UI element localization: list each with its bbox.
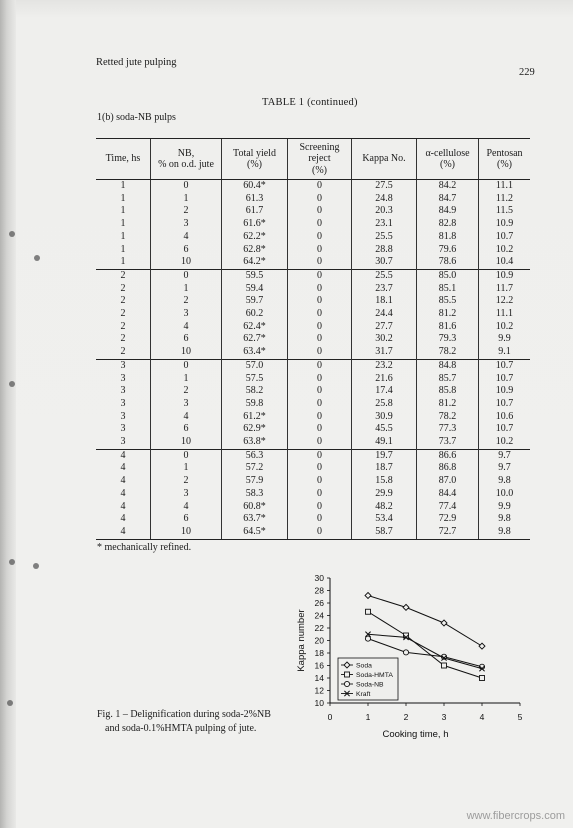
data-point-soda-hmta xyxy=(366,609,371,614)
header-line: (%) xyxy=(312,164,327,176)
table-cell-time: 1 xyxy=(120,218,126,230)
header-line: Total yield xyxy=(233,147,276,159)
table-cell-kappa: 30.9 xyxy=(352,411,417,424)
punch-hole xyxy=(34,255,40,261)
table-row xyxy=(96,411,530,424)
table-cell-screening-reject: 0 xyxy=(288,398,352,411)
table-cell-nb: 10 xyxy=(151,436,222,449)
table-cell-nb: 1 xyxy=(151,193,222,206)
header-line: Kappa No. xyxy=(362,153,406,165)
table-cell-screening-reject: 0 xyxy=(288,244,352,257)
table-row xyxy=(96,475,530,488)
table-row xyxy=(96,373,530,386)
table-cell-kappa: 15.8 xyxy=(352,475,417,488)
table-cell-alpha-cellulose: 72.7 xyxy=(417,526,479,539)
table-cell-time: 2 xyxy=(120,346,126,358)
table-cell-pentosan: 9.8 xyxy=(479,513,531,526)
table-cell-kappa: 23.1 xyxy=(352,218,417,231)
table-cell-alpha-cellulose: 85.5 xyxy=(417,295,479,308)
legend-label: Soda xyxy=(356,662,372,670)
table-cell-nb: 3 xyxy=(151,218,222,231)
data-point-soda-hmta xyxy=(480,676,485,681)
table-cell-kappa: 18.7 xyxy=(352,462,417,475)
table-cell-kappa: 18.1 xyxy=(352,295,417,308)
header-line: NB, xyxy=(177,147,195,159)
table-cell-pentosan: 10.7 xyxy=(479,373,531,386)
table-cell-total-yield: 63.7* xyxy=(222,513,288,526)
table-cell-alpha-cellulose: 84.2 xyxy=(417,180,479,193)
table-subtitle: 1(b) soda-NB pulps xyxy=(97,112,176,123)
table-cell-screening-reject: 0 xyxy=(288,193,352,206)
table-cell-alpha-cellulose: 85.0 xyxy=(417,269,479,282)
table-cell-nb: 10 xyxy=(151,346,222,359)
table-cell-pentosan: 11.5 xyxy=(479,205,531,218)
table-head xyxy=(96,139,530,180)
table-body xyxy=(96,180,530,540)
table-cell-kappa: 58.7 xyxy=(352,526,417,539)
table-cell-total-yield: 63.8* xyxy=(222,436,288,449)
table-cell-nb: 6 xyxy=(151,513,222,526)
table-cell-time: 3 xyxy=(120,372,126,384)
table-cell-alpha-cellulose: 78.6 xyxy=(417,256,479,269)
table-cell-screening-reject: 0 xyxy=(288,411,352,424)
table-cell-pentosan: 12.2 xyxy=(479,295,531,308)
table-cell-screening-reject: 0 xyxy=(288,218,352,231)
table-cell-screening-reject: 0 xyxy=(288,526,352,539)
x-tick-label: 1 xyxy=(365,712,371,722)
table-cell-time: 3 xyxy=(120,436,126,448)
column-header-screening-reject xyxy=(288,139,352,180)
table-cell-pentosan: 10.9 xyxy=(479,385,531,398)
y-tick-label: 28 xyxy=(314,585,324,596)
table-cell-kappa: 27.5 xyxy=(352,180,417,193)
table-cell-pentosan: 11.7 xyxy=(479,283,531,296)
table-cell-time: 3 xyxy=(120,410,126,422)
table-cell-kappa: 45.5 xyxy=(352,423,417,436)
column-header-nb xyxy=(151,139,222,180)
table-cell-time: 4 xyxy=(96,526,151,539)
table-cell-pentosan: 10.7 xyxy=(479,398,531,411)
y-tick-label: 20 xyxy=(314,635,324,646)
table-cell-kappa: 17.4 xyxy=(352,385,417,398)
x-tick-label: 2 xyxy=(403,712,409,722)
table-cell-pentosan: 10.7 xyxy=(479,231,531,244)
header-line: α-cellulose xyxy=(425,147,470,159)
table-cell-screening-reject: 0 xyxy=(288,269,352,282)
table-cell-screening-reject: 0 xyxy=(288,321,352,334)
table-header-row xyxy=(96,139,530,180)
table-cell-total-yield: 62.7* xyxy=(222,333,288,346)
table-cell-time: 3 xyxy=(120,423,126,435)
x-tick-label: 4 xyxy=(479,712,485,722)
table-cell-kappa: 48.2 xyxy=(352,501,417,514)
table-cell-time: 1 xyxy=(120,256,126,268)
header-line: (%) xyxy=(440,159,455,170)
table-row xyxy=(96,333,530,346)
table-cell-total-yield: 62.8* xyxy=(222,244,288,257)
table-cell-nb: 1 xyxy=(151,283,222,296)
legend-marker xyxy=(344,681,349,686)
table-cell-pentosan: 10.7 xyxy=(479,359,531,372)
data-point-soda-nb xyxy=(403,650,408,655)
running-title: Retted jute pulping xyxy=(96,57,177,68)
table-cell-time: 3 xyxy=(120,385,126,397)
table-cell-time: 1 xyxy=(120,205,126,217)
table-cell-nb: 0 xyxy=(151,449,222,462)
data-point-soda xyxy=(479,643,485,649)
table-row xyxy=(96,423,530,436)
table-cell-kappa: 27.7 xyxy=(352,321,417,334)
table-cell-kappa: 28.8 xyxy=(352,244,417,257)
table-cell-nb: 10 xyxy=(151,256,222,269)
table-cell-alpha-cellulose: 84.7 xyxy=(417,193,479,206)
table-cell-kappa: 23.2 xyxy=(352,359,417,372)
y-tick-label: 26 xyxy=(314,598,324,608)
table-cell-screening-reject: 0 xyxy=(288,359,352,372)
data-point-soda xyxy=(441,620,447,626)
table-cell-alpha-cellulose: 82.8 xyxy=(417,218,479,231)
table-cell-time: 4 xyxy=(120,500,126,512)
figure-caption-line: Fig. 1 – Delignification during soda-2%NB xyxy=(97,709,271,720)
table-cell-kappa: 25.5 xyxy=(352,231,417,244)
table-row xyxy=(96,436,530,449)
watermark: www.fibercrops.com xyxy=(466,810,565,822)
table-cell-time: 4 xyxy=(120,487,126,499)
table-row xyxy=(96,283,530,296)
table-cell-nb: 2 xyxy=(151,385,222,398)
punch-hole xyxy=(7,700,13,706)
kappa-number-chart xyxy=(290,570,540,745)
table-row xyxy=(96,244,530,257)
table-cell-time: 3 xyxy=(96,359,151,372)
header-line: % on o.d. jute xyxy=(158,159,214,170)
punch-hole xyxy=(9,231,15,237)
table-row xyxy=(96,231,530,244)
table-cell-screening-reject: 0 xyxy=(288,423,352,436)
table-cell-alpha-cellulose: 81.2 xyxy=(417,398,479,411)
table-cell-total-yield: 59.4 xyxy=(222,283,288,296)
y-axis-title: Kappa number xyxy=(296,609,307,672)
data-point-soda xyxy=(403,604,409,610)
table-row xyxy=(96,359,530,372)
y-tick-label: 30 xyxy=(314,573,324,583)
table-cell-total-yield: 59.5 xyxy=(222,269,288,282)
table-row xyxy=(96,180,530,193)
table-cell-pentosan: 10.4 xyxy=(479,256,531,269)
table-cell-alpha-cellulose: 86.8 xyxy=(417,462,479,475)
table-cell-nb: 4 xyxy=(151,411,222,424)
table-row xyxy=(96,269,530,282)
table-cell-screening-reject: 0 xyxy=(288,256,352,269)
table-cell-kappa: 49.1 xyxy=(352,436,417,449)
table-cell-time: 4 xyxy=(120,513,126,525)
table-cell-screening-reject: 0 xyxy=(288,308,352,321)
punch-hole xyxy=(33,563,39,569)
table-cell-total-yield: 61.6* xyxy=(222,218,288,231)
table-cell-total-yield: 61.2* xyxy=(222,411,288,424)
series-line-soda xyxy=(368,596,482,647)
punch-hole xyxy=(9,559,15,565)
table-cell-nb: 2 xyxy=(151,205,222,218)
table-cell-alpha-cellulose: 85.8 xyxy=(417,385,479,398)
table-cell-time: 2 xyxy=(120,308,126,320)
table-cell-nb: 0 xyxy=(151,359,222,372)
table-cell-alpha-cellulose: 84.8 xyxy=(417,359,479,372)
table-cell-alpha-cellulose: 72.9 xyxy=(417,513,479,526)
table-cell-nb: 3 xyxy=(151,488,222,501)
table-cell-total-yield: 60.2 xyxy=(222,308,288,321)
y-tick-label: 24 xyxy=(314,610,324,621)
y-tick-label: 22 xyxy=(314,623,324,633)
table-cell-nb: 2 xyxy=(151,295,222,308)
table-cell-total-yield: 62.4* xyxy=(222,321,288,334)
table-cell-pentosan: 9.8 xyxy=(479,475,531,488)
table-footnote: * mechanically refined. xyxy=(97,542,192,553)
header-line: (%) xyxy=(497,159,512,170)
header-line: Screening xyxy=(299,141,340,153)
y-tick-label: 18 xyxy=(314,648,324,658)
column-header-kappa xyxy=(352,139,417,180)
table-row xyxy=(96,526,530,539)
table-cell-kappa: 31.7 xyxy=(352,346,417,359)
table-cell-kappa: 24.4 xyxy=(352,308,417,321)
table-cell-alpha-cellulose: 78.2 xyxy=(417,411,479,424)
table-cell-kappa: 23.7 xyxy=(352,283,417,296)
table-row xyxy=(96,346,530,359)
table-cell-time: 2 xyxy=(120,282,126,294)
punch-hole xyxy=(9,381,15,387)
table-cell-pentosan: 9.9 xyxy=(479,501,531,514)
table-cell-alpha-cellulose: 87.0 xyxy=(417,475,479,488)
column-header-alpha-cellulose xyxy=(417,139,479,180)
table-cell-time: 2 xyxy=(120,333,126,345)
table-row xyxy=(96,295,530,308)
table-cell-time: 1 xyxy=(120,180,126,191)
table-cell-screening-reject: 0 xyxy=(288,283,352,296)
table-cell-time: 4 xyxy=(120,475,126,487)
table-cell-nb: 0 xyxy=(151,269,222,282)
table-cell-alpha-cellulose: 77.4 xyxy=(417,501,479,514)
table-cell-screening-reject: 0 xyxy=(288,346,352,359)
table-cell-screening-reject: 0 xyxy=(288,488,352,501)
table-cell-nb: 6 xyxy=(151,244,222,257)
table-cell-kappa: 20.3 xyxy=(352,205,417,218)
y-tick-label: 12 xyxy=(314,685,324,696)
figure-caption-line: and soda-0.1%HMTA pulping of jute. xyxy=(105,723,257,734)
column-header-time xyxy=(96,139,151,180)
table-cell-total-yield: 57.2 xyxy=(222,462,288,475)
table-row xyxy=(96,513,530,526)
table-cell-nb: 3 xyxy=(151,398,222,411)
table-cell-screening-reject: 0 xyxy=(288,462,352,475)
table-cell-alpha-cellulose: 84.9 xyxy=(417,205,479,218)
table-cell-pentosan: 10.0 xyxy=(479,488,531,501)
table-cell-total-yield: 64.5* xyxy=(222,526,288,539)
table-cell-alpha-cellulose: 81.8 xyxy=(417,231,479,244)
table-cell-nb: 4 xyxy=(151,231,222,244)
table-cell-screening-reject: 0 xyxy=(288,205,352,218)
legend-label: Kraft xyxy=(356,691,371,698)
table-cell-nb: 3 xyxy=(151,308,222,321)
table-cell-pentosan: 9.1 xyxy=(479,346,531,359)
table-row xyxy=(96,321,530,334)
table-cell-alpha-cellulose: 77.3 xyxy=(417,423,479,436)
table-cell-time: 4 xyxy=(96,449,151,462)
table-row xyxy=(96,501,530,514)
table-cell-kappa: 53.4 xyxy=(352,513,417,526)
table-cell-pentosan: 10.2 xyxy=(479,436,531,449)
table-cell-kappa: 25.5 xyxy=(352,269,417,282)
table-cell-pentosan: 10.2 xyxy=(479,321,531,334)
data-point-soda-hmta xyxy=(442,663,447,668)
table-cell-total-yield: 58.2 xyxy=(222,385,288,398)
page-number: 229 xyxy=(519,67,535,78)
table-cell-total-yield: 61.3 xyxy=(222,193,288,206)
table-row xyxy=(96,449,530,462)
table-cell-alpha-cellulose: 86.6 xyxy=(417,449,479,462)
table-cell-total-yield: 59.7 xyxy=(222,295,288,308)
table-cell-total-yield: 61.7 xyxy=(222,205,288,218)
header-line: Pentosan xyxy=(486,147,523,159)
table-cell-pentosan: 10.9 xyxy=(479,218,531,231)
table-cell-total-yield: 60.8* xyxy=(222,501,288,514)
table-cell-nb: 1 xyxy=(151,462,222,475)
x-tick-label: 3 xyxy=(441,712,447,722)
data-point-soda-nb xyxy=(365,636,370,641)
table-cell-nb: 4 xyxy=(151,501,222,514)
data-table xyxy=(96,138,530,540)
table-cell-total-yield: 57.5 xyxy=(222,373,288,386)
legend-label: Soda-NB xyxy=(356,681,384,689)
table-cell-time: 1 xyxy=(120,192,126,204)
y-tick-label: 14 xyxy=(314,673,324,683)
column-header-pentosan xyxy=(479,139,531,180)
table-cell-screening-reject: 0 xyxy=(288,501,352,514)
table-cell-time: 1 xyxy=(120,230,126,242)
table-cell-alpha-cellulose: 73.7 xyxy=(417,436,479,449)
table-cell-alpha-cellulose: 78.2 xyxy=(417,346,479,359)
x-axis-title: Cooking time, h xyxy=(382,729,449,740)
data-point-soda xyxy=(365,593,371,599)
table-cell-screening-reject: 0 xyxy=(288,295,352,308)
table-row xyxy=(96,193,530,206)
table-cell-screening-reject: 0 xyxy=(288,513,352,526)
table-cell-total-yield: 64.2* xyxy=(222,256,288,269)
table-cell-kappa: 30.2 xyxy=(352,333,417,346)
table-row xyxy=(96,256,530,269)
table-cell-pentosan: 10.9 xyxy=(479,269,531,282)
table-cell-kappa: 24.8 xyxy=(352,193,417,206)
column-header-total-yield xyxy=(222,139,288,180)
table-cell-kappa: 25.8 xyxy=(352,398,417,411)
table-row xyxy=(96,385,530,398)
table-cell-screening-reject: 0 xyxy=(288,333,352,346)
table-cell-screening-reject: 0 xyxy=(288,373,352,386)
table-cell-alpha-cellulose: 81.6 xyxy=(417,321,479,334)
table-cell-total-yield: 57.0 xyxy=(222,359,288,372)
table-cell-alpha-cellulose: 85.7 xyxy=(417,373,479,386)
table-cell-total-yield: 62.9* xyxy=(222,423,288,436)
table-cell-screening-reject: 0 xyxy=(288,449,352,462)
table-cell-kappa: 19.7 xyxy=(352,449,417,462)
table-cell-alpha-cellulose: 81.2 xyxy=(417,308,479,321)
header-line: (%) xyxy=(247,159,262,170)
table-cell-pentosan: 9.9 xyxy=(479,333,531,346)
table-cell-pentosan: 10.2 xyxy=(479,244,531,257)
table-cell-screening-reject: 0 xyxy=(288,231,352,244)
table-cell-nb: 0 xyxy=(151,180,222,193)
table-cell-nb: 6 xyxy=(151,333,222,346)
table-cell-pentosan: 10.6 xyxy=(479,411,531,424)
table-cell-total-yield: 60.4* xyxy=(222,180,288,193)
table-cell-nb: 1 xyxy=(151,373,222,386)
table-cell-total-yield: 62.2* xyxy=(222,231,288,244)
table-cell-total-yield: 63.4* xyxy=(222,346,288,359)
x-tick-label: 5 xyxy=(517,712,523,722)
table-cell-pentosan: 9.8 xyxy=(479,526,531,539)
table-cell-pentosan: 11.1 xyxy=(479,308,531,321)
table-cell-kappa: 21.6 xyxy=(352,373,417,386)
table-cell-time: 2 xyxy=(96,269,151,282)
table-cell-pentosan: 9.7 xyxy=(479,462,531,475)
table-cell-nb: 2 xyxy=(151,475,222,488)
table-row xyxy=(96,462,530,475)
table-cell-time: 2 xyxy=(120,320,126,332)
table-cell-alpha-cellulose: 79.3 xyxy=(417,333,479,346)
table-cell-nb: 10 xyxy=(151,526,222,539)
table-cell-pentosan: 11.1 xyxy=(479,180,531,193)
table-cell-alpha-cellulose: 84.4 xyxy=(417,488,479,501)
table-cell-time: 4 xyxy=(120,462,126,474)
table-row xyxy=(96,205,530,218)
table-cell-total-yield: 59.8 xyxy=(222,398,288,411)
table-row xyxy=(96,308,530,321)
y-tick-label: 10 xyxy=(314,698,324,708)
table-cell-time: 1 xyxy=(120,243,126,255)
table-cell-pentosan: 9.7 xyxy=(479,449,531,462)
table-cell-total-yield: 58.3 xyxy=(222,488,288,501)
table-cell-kappa: 29.9 xyxy=(352,488,417,501)
table-cell-kappa: 30.7 xyxy=(352,256,417,269)
table-cell-time: 3 xyxy=(120,397,126,409)
table-cell-screening-reject: 0 xyxy=(288,180,352,193)
table-row xyxy=(96,218,530,231)
table-cell-alpha-cellulose: 79.6 xyxy=(417,244,479,257)
table-row xyxy=(96,488,530,501)
table-cell-time: 2 xyxy=(120,295,126,307)
table-cell-nb: 4 xyxy=(151,321,222,334)
table-cell-pentosan: 10.7 xyxy=(479,423,531,436)
table-title: TABLE 1 (continued) xyxy=(262,97,358,108)
x-tick-label: 0 xyxy=(327,712,333,722)
table-cell-screening-reject: 0 xyxy=(288,475,352,488)
legend-marker xyxy=(345,672,350,677)
y-tick-label: 16 xyxy=(314,660,324,671)
table-cell-screening-reject: 0 xyxy=(288,385,352,398)
table-row xyxy=(96,398,530,411)
table-cell-alpha-cellulose: 85.1 xyxy=(417,283,479,296)
legend-label: Soda-HMTA xyxy=(356,672,393,679)
table-cell-nb: 6 xyxy=(151,423,222,436)
table-cell-total-yield: 57.9 xyxy=(222,475,288,488)
header-line: reject xyxy=(308,153,331,165)
table-cell-pentosan: 11.2 xyxy=(479,193,531,206)
table-cell-screening-reject: 0 xyxy=(288,436,352,449)
table-cell-total-yield: 56.3 xyxy=(222,449,288,462)
header-line: Time, hs xyxy=(105,153,141,165)
